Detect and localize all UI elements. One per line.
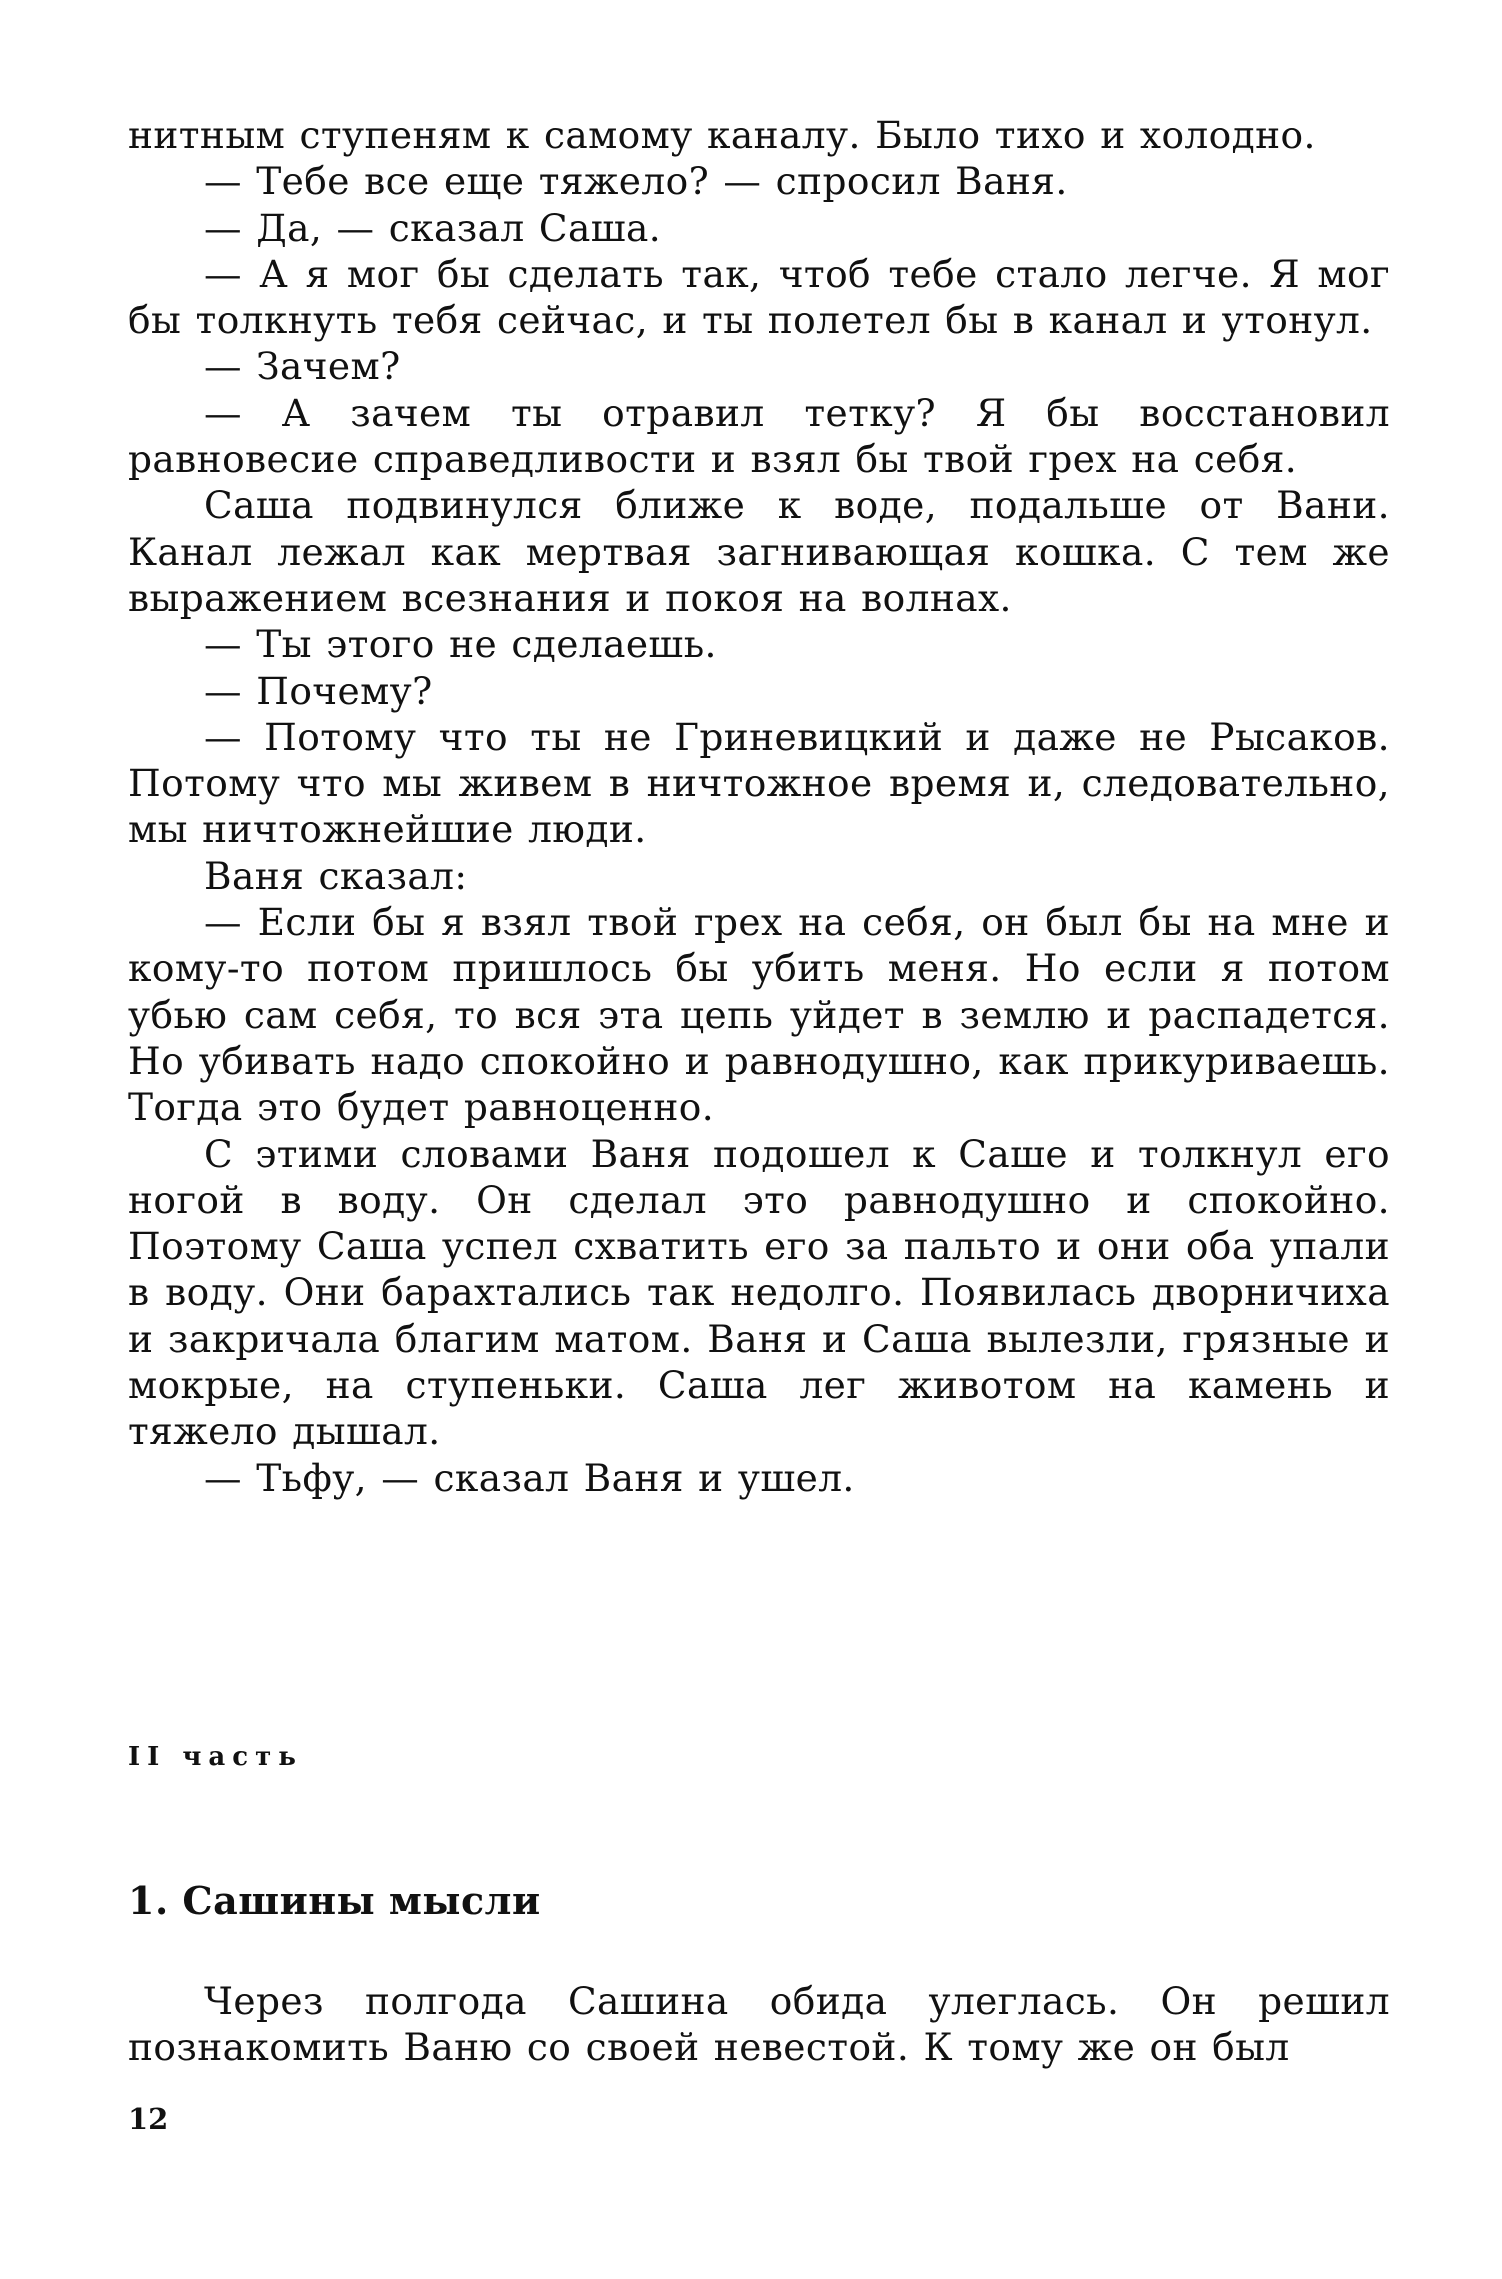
paragraph-13: С этими словами Ваня подошел к Саше и толкнул его ногой в воду. Он сделал это равнодушно и спокойно. Поэтому Саша успел схватить его за пальто и они оба упали в воду. Они барахтались так недолго. Появилась дворничиха и закричала благим матом. Ваня и Саша вылезли, грязные и мокрые, на ступеньки. Саша лег животом на камень и тяжело дышал. [128, 1131, 1390, 1454]
page-number: 12 [128, 2102, 169, 2136]
paragraph-5: — Зачем? [204, 344, 401, 389]
paragraph-8: — Ты этого не сделаешь. [204, 622, 717, 667]
paragraph-2: — Тебе все еще тяжело? — спросил Ваня. [204, 159, 1068, 204]
paragraph-10: — Потому что ты не Гриневицкий и даже не Рысаков. Потому что мы живем в ничтожное время и, следовательно, мы ничтожнейшие люди. [128, 714, 1390, 852]
paragraph-6: — А зачем ты отравил тетку? Я бы восстановил равновесие справедливости и взял бы твой грех на себя. [128, 390, 1390, 482]
part-heading: II часть [128, 1742, 303, 1772]
paragraph-11: Ваня сказал: [204, 853, 468, 898]
chapter-paragraph-1: Через полгода Сашина обида улеглась. Он решил познакомить Ваню со своей невестой. К тому же он был [128, 1979, 1390, 2070]
paragraph-3: — Да, — сказал Саша. [204, 205, 662, 250]
paragraph-7: Саша подвинулся ближе к воде, подальше от Вани. Канал лежал как мертвая загнивающая кошка. С тем же выражением всезнания и покоя на волнах. [128, 483, 1390, 620]
body-text [128, 112, 1390, 1501]
chapter-text [128, 1978, 1390, 2071]
chapter-heading: 1. Сашины мысли [128, 1878, 541, 1923]
paragraph-14: — Тьфу, — сказал Ваня и ушел. [204, 1455, 855, 1500]
paragraph-1: нитным ступеням к самому каналу. Было тихо и холодно. [128, 113, 1316, 157]
paragraph-9: — Почему? [204, 668, 433, 713]
paragraph-12: — Если бы я взял твой грех на себя, он был бы на мне и кому-то потом пришлось бы убить меня. Но если я потом убью сам себя, то вся эта цепь уйдет в землю и распадется. Но убивать надо спокойно и равнодушно, как прикуриваешь. Тогда это будет равноценно. [128, 900, 1390, 1130]
paragraph-4: — А я мог бы сделать так, чтоб тебе стало легче. Я мог бы толкнуть тебя сейчас, и ты полетел бы в канал и утонул. [128, 251, 1390, 343]
